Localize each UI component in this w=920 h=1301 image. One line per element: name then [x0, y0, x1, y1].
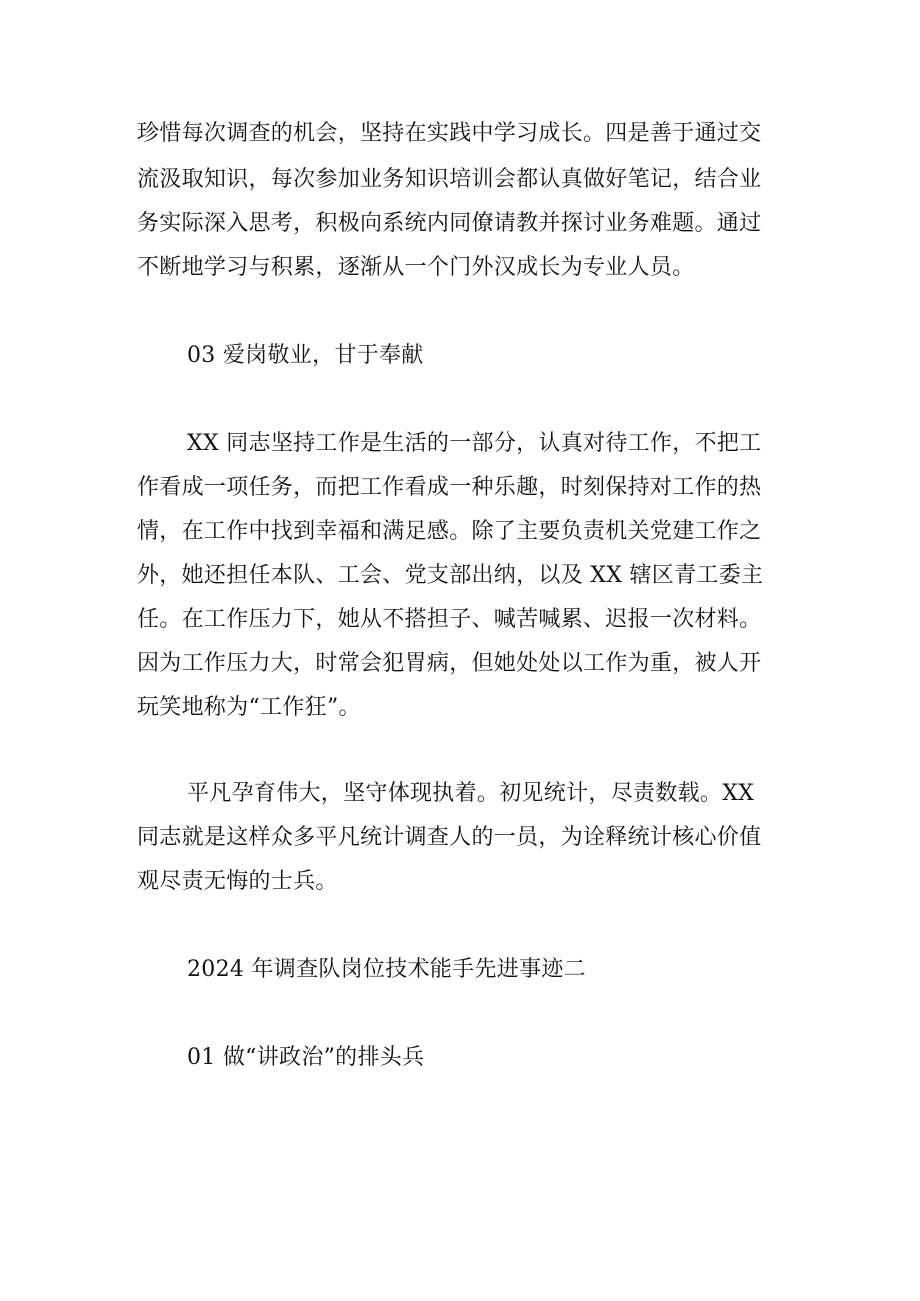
paragraph-line: 玩笑地称为“工作狂”。	[137, 695, 361, 720]
paragraph-line: XX 同志坚持工作是生活的一部分，认真对待工作，不把工	[187, 431, 762, 456]
paragraph-line: 平凡孕育伟大，坚守体现执着。初见统计，尽责数载。XX	[187, 781, 755, 806]
document-section-title: 2024 年调查队岗位技术能手先进事迹二	[187, 957, 586, 982]
paragraph-line: 任。在工作压力下，她从不搭担子、喊苦喊累、迟报一次材料。	[137, 607, 762, 632]
paragraph-line: 因为工作压力大，时常会犯胃病，但她处处以工作为重，被人开	[137, 651, 762, 676]
paragraph-line: 不断地学习与积累，逐渐从一个门外汉成长为专业人员。	[137, 255, 695, 280]
paragraph-line: 同志就是这样众多平凡统计调查人的一员，为诠释统计核心价值	[137, 825, 762, 850]
section-heading: 03 爱岗敬业，甘于奉献	[187, 343, 424, 368]
paragraph-line: 务实际深入思考，积极向系统内同僚请教并探讨业务难题。通过	[137, 211, 762, 236]
paragraph-line: 作看成一项任务，而把工作看成一种乐趣，时刻保持对工作的热	[137, 475, 762, 500]
section-heading: 01 做“讲政治”的排头兵	[187, 1045, 425, 1070]
paragraph-line: 情，在工作中找到幸福和满足感。除了主要负责机关党建工作之	[137, 519, 762, 544]
paragraph-line: 观尽责无悔的士兵。	[137, 869, 338, 894]
paragraph-line: 流汲取知识，每次参加业务知识培训会都认真做好笔记，结合业	[137, 167, 762, 192]
paragraph-line: 珍惜每次调查的机会，坚持在实践中学习成长。四是善于通过交	[137, 121, 762, 146]
paragraph-line: 外，她还担任本队、工会、党支部出纳，以及 XX 辖区青工委主	[137, 563, 764, 588]
